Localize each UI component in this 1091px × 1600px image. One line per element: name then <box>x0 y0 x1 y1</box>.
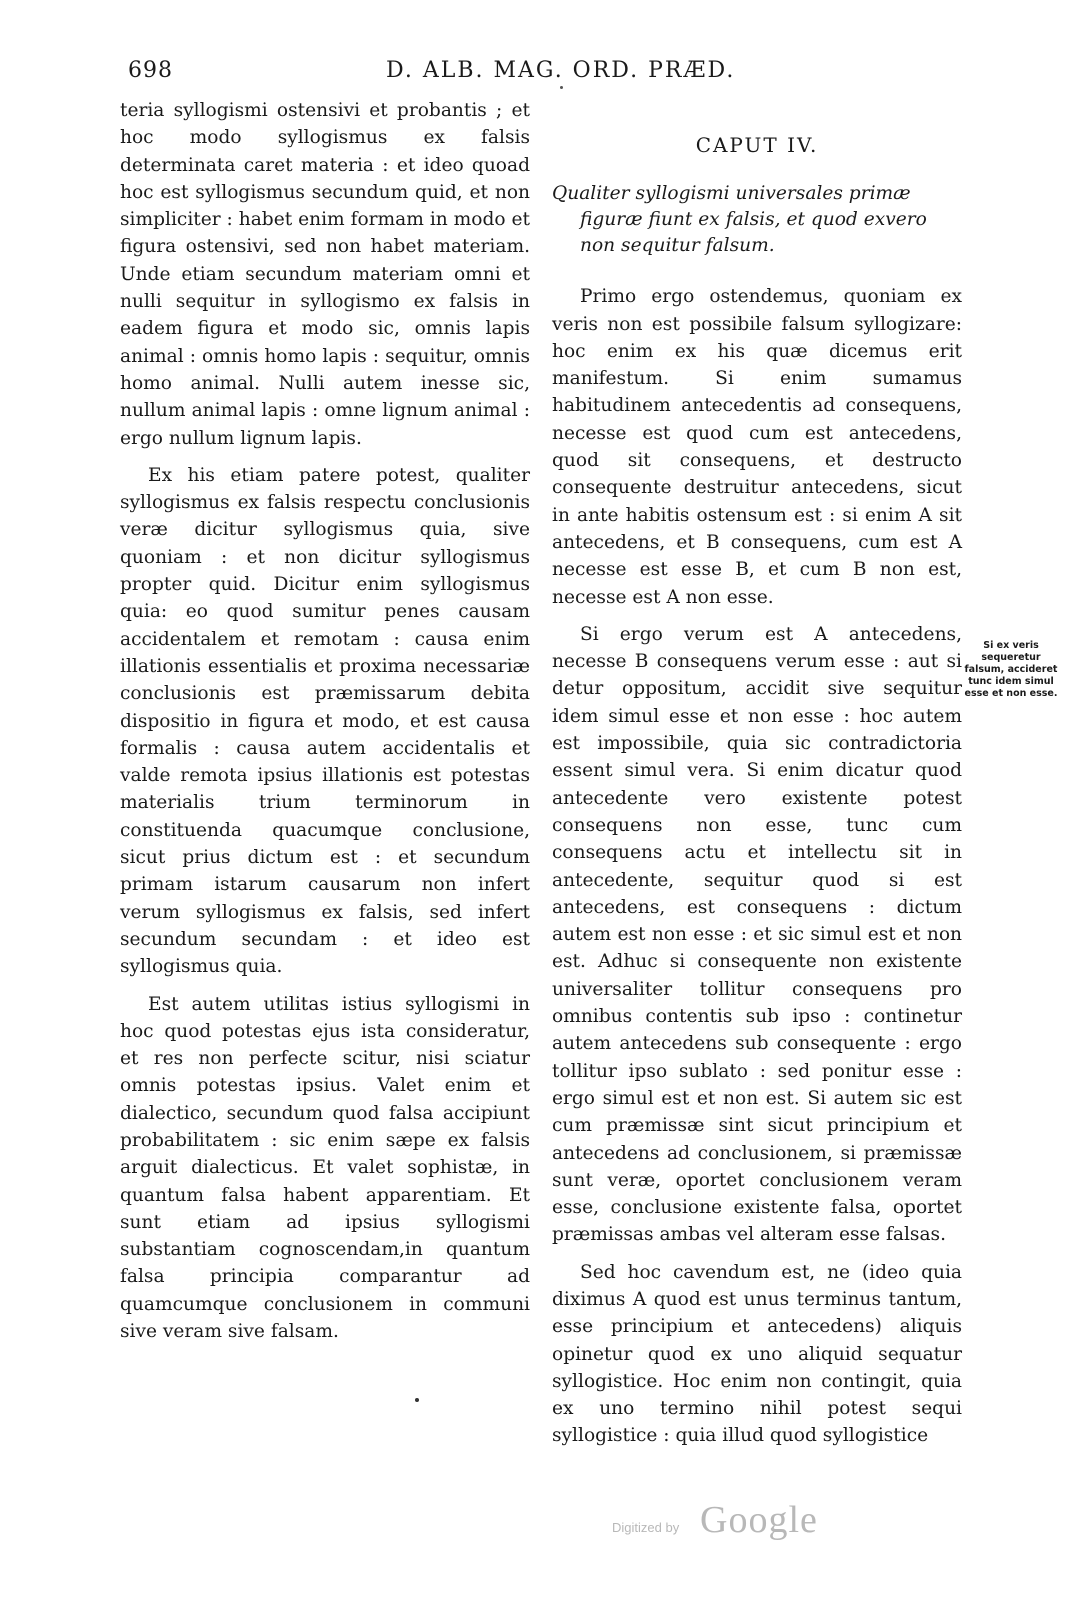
margin-note: Si ex veris sequeretur falsum, accideret tunc idem simul esse et non esse. <box>964 640 1058 699</box>
digitization-watermark <box>612 1498 852 1548</box>
chapter-title: CAPUT IV. <box>695 133 819 157</box>
left-paragraph-3: Est autem utilitas istius syllogismi in hoc quod potestas ejus ista consideratur, et res non perfecte scitur, nisi sciatur omnis potestas ipsius. Valet enim et dialectico, secundum quod falsa accipiunt probabilitatem : sic enim sæpe ex falsis arguit dialecticus. Et valet sophistæ, in quantum falsa habent apparentiam. Et sunt etiam ad ipsius syllogismi substantiam cognoscendam,in quantum falsa principia comparantur ad quamcumque conclusionem in communi sive veram sive falsam. <box>120 993 530 1343</box>
left-paragraph-1: teria syllogismi ostensivi et probantis ; et hoc modo syllogismus ex falsis determinata caret materia : et ideo quoad hoc est syllogismus secundum quid, et non simpliciter : habet enim formam in modo et figura ostensivi, sed non habet materiam. Unde etiam secundum materiam omni et nulli sequitur in syllogismo ex falsis in eadem figura et modo sic, omnis lapis animal : omnis homo lapis : sequitur, omnis homo animal. Nulli autem inesse sic, nullum animal lapis : omne lignum animal : ergo nullum lignum lapis. <box>120 100 530 449</box>
running-head: D. ALB. MAG. ORD. PRÆD. <box>386 58 736 83</box>
right-paragraph-3: Sed hoc cavendum est, ne (ideo quia diximus A quod est unus terminus tantum, esse principium et antecedens) aliquis opinetur quod ex uno aliquid sequatur syllogistice. Hoc enim non contingit, quia ex uno termino nihil potest sequi syllogistice : quia illud quod syllogistice <box>552 1261 962 1447</box>
right-paragraph-1: Primo ergo ostendemus, quoniam ex veris non est possibile falsum syllogizare: hoc enim ex his quæ dicemus erit manifestum. Si enim sumamus habitudinem antecedentis ad consequens, necesse est quod cum est antecedens, quod sit consequens, et destructo consequente destruitur antecedens, sicut in ante habitis ostensum est : si enim A sit antecedens, et B consequens, cum est A necesse est esse B, et cum B non est, necesse est A non esse. <box>552 286 962 608</box>
chapter-subtitle: Qualiter syllogismi universales primæ figuræ fiunt ex falsis, et quod exvero non sequitur falsum. <box>552 183 927 257</box>
watermark-prefix: Digitized by <box>612 1520 680 1535</box>
right-column <box>552 132 962 1450</box>
page-header <box>128 58 948 98</box>
right-paragraph-2: Si ergo verum est A antecedens, necesse B consequens verum esse : aut si detur oppositum, accidit sive sequitur idem simul esse et non esse : hoc autem est impossibile, quia sic contradictoria essent simul vera. Si enim dicatur quod antecedente vero existente potest consequens non esse, tunc cum consequens actu et intellectu sit in antecedente, sequitur quod si est antecedens, est consequens : dictum autem est non esse : et sic simul est et non est. Adhuc si consequente non existente universaliter tollitur consequens pro omnibus contentis sub ipso : continetur autem antecedens sub consequente : ergo tollitur ipso sublato : sed ponitur esse : ergo simul est et non est. Si autem sic est cum præmissæ sint sicut principium et antecedens ad conclusionem, si præmissæ sunt veræ, oportet conclusionem veram esse, conclusione existente falsa, oportet præmissas ambas vel alteram esse falsas. <box>552 623 962 1246</box>
ink-dot-mark <box>415 1398 419 1402</box>
left-paragraph-2: Ex his etiam patere potest, qualiter syllogismus ex falsis respectu conclusionis veræ dicitur syllogismus quia, sive quoniam : et non dicitur syllogismus propter quid. Dicitur enim syllogismus quia: eo quod sumitur penes causam accidentalem et remotam : causa enim illationis essentialis et proxima necessariæ conclusionis est præmissarum debita dispositio in figura et modo, et est causa formalis : causa autem accidentalis et valde remota ipsius illationis est potestas materialis trium terminorum in constituenda quacumque conclusione, sicut prius dictum est : et secundum primam istarum causarum non infert verum syllogismus ex falsis, sed infert secundum secundam : et ideo est syllogismus quia. <box>120 464 530 978</box>
speck-mark <box>560 86 563 89</box>
watermark-logo: Google <box>700 1499 818 1541</box>
page-number: 698 <box>128 58 173 83</box>
left-column <box>120 97 530 1345</box>
